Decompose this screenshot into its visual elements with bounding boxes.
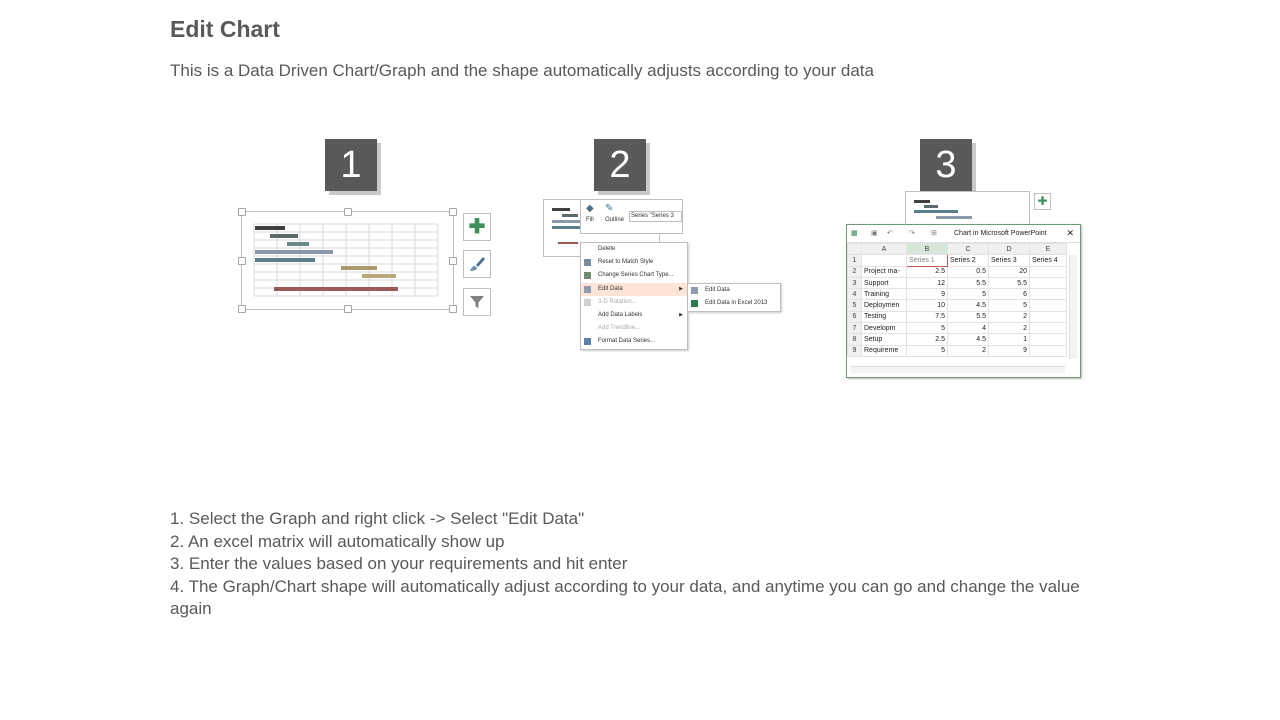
cell[interactable]: 9	[907, 289, 948, 300]
instructions-list	[170, 508, 1110, 621]
cell[interactable]	[1030, 277, 1067, 288]
cell[interactable]: 5.5	[989, 277, 1030, 288]
resize-handle[interactable]	[449, 208, 457, 216]
resize-handle[interactable]	[344, 208, 352, 216]
plus-icon: ✚	[1037, 194, 1048, 208]
cell[interactable]: 7.5	[907, 311, 948, 322]
plus-icon: ✚	[468, 216, 486, 238]
selected-chart[interactable]	[241, 211, 454, 310]
cell[interactable]	[1030, 300, 1067, 311]
fill-button[interactable]: ◆ Fill	[586, 203, 594, 223]
cell[interactable]: 2.5	[907, 266, 948, 277]
resize-handle[interactable]	[449, 305, 457, 313]
chart-type-icon	[584, 272, 591, 279]
instruction-4: 4. The Graph/Chart shape will automatically adjust according to your data, and anytime you can go and change the value again	[170, 576, 1080, 618]
cell[interactable]: 0.5	[948, 266, 989, 277]
resize-handle[interactable]	[344, 305, 352, 313]
cell[interactable]: Series 4	[1030, 255, 1067, 266]
outline-button[interactable]: ✎ Outline	[605, 203, 625, 223]
resize-handle[interactable]	[238, 257, 246, 265]
menu-item-format-series[interactable]: Format Data Series...	[581, 335, 687, 348]
slide-title: Edit Chart	[170, 16, 280, 42]
instruction-3: 3. Enter the values based on your requirements and hit enter	[170, 554, 628, 573]
cell[interactable]: 5	[989, 300, 1030, 311]
cell[interactable]	[1030, 334, 1067, 345]
submenu-arrow-icon: ▶	[679, 311, 683, 318]
cell[interactable]	[862, 255, 907, 266]
column-header[interactable]: D	[989, 244, 1030, 255]
cell[interactable]: Support	[862, 277, 907, 288]
cell[interactable]	[1030, 289, 1067, 300]
cell[interactable]: 5	[948, 289, 989, 300]
excel-title-bar	[847, 225, 1080, 243]
resize-handle[interactable]	[238, 305, 246, 313]
step-badge-2: 2	[594, 139, 646, 191]
column-header[interactable]: A	[862, 244, 907, 255]
cell[interactable]	[1030, 345, 1067, 356]
cell[interactable]	[1030, 311, 1067, 322]
table-icon[interactable]: ⊞	[931, 230, 937, 237]
menu-item-3d-rotation[interactable]: 3-D Rotation...	[581, 296, 687, 309]
format-mini-toolbar	[580, 199, 683, 234]
table-row: 3 Support 12 5.5 5.5	[848, 277, 1067, 288]
chart-elements-button[interactable]	[1034, 193, 1051, 210]
excel-grid	[847, 243, 1067, 357]
resize-handle[interactable]	[449, 257, 457, 265]
cell[interactable]: Series 1	[907, 255, 948, 266]
rotation-icon	[584, 299, 591, 306]
gantt-chart-thumbnail	[906, 192, 1029, 228]
slide-subtitle: This is a Data Driven Chart/Graph and the shape automatically adjusts according to your data	[170, 61, 874, 80]
cell[interactable]: 1	[989, 334, 1030, 345]
horizontal-scrollbar[interactable]	[851, 366, 1065, 373]
cell[interactable]: Training	[862, 289, 907, 300]
edit-data-icon	[584, 286, 591, 293]
cell[interactable]: 5.5	[948, 277, 989, 288]
row-number: 1	[848, 255, 862, 266]
edit-data-submenu	[687, 283, 781, 312]
chart-filters-button[interactable]	[463, 288, 491, 316]
series-select[interactable]: Series "Series 3	[629, 211, 682, 222]
table-row: 7 Developm 5 4 2	[848, 323, 1067, 334]
cell[interactable]: 5	[907, 323, 948, 334]
step-badge-1: 1	[325, 139, 377, 191]
submenu-arrow-icon: ▶	[679, 285, 683, 292]
chart-styles-button[interactable]	[463, 250, 491, 278]
table-row: 4 Training 9 5 6	[848, 289, 1067, 300]
cell[interactable]: 12	[907, 277, 948, 288]
table-row: 6 Testing 7.5 5.5 2	[848, 311, 1067, 322]
cell[interactable]	[1030, 266, 1067, 277]
menu-item-add-trendline[interactable]: Add Trendline...	[598, 325, 641, 332]
resize-handle[interactable]	[238, 208, 246, 216]
cell[interactable]: Series 3	[989, 255, 1030, 266]
step-badge-3: 3	[920, 139, 972, 191]
pen-icon: ✎	[605, 203, 614, 214]
cell[interactable]: 5	[907, 345, 948, 356]
cell[interactable]: 2.5	[907, 334, 948, 345]
submenu-item-edit-data[interactable]: Edit Data	[688, 284, 780, 297]
cell[interactable]: Testing	[862, 311, 907, 322]
menu-item-add-data-labels[interactable]: Add Data Labels ▶	[581, 309, 687, 322]
menu-item-change-chart-type[interactable]: Change Series Chart Type...	[581, 269, 687, 282]
filter-icon	[468, 293, 486, 311]
reset-style-icon	[584, 259, 591, 266]
table-row: 2 Project ma- 2.5 0.5 20	[848, 266, 1067, 277]
cell[interactable]: 20	[989, 266, 1030, 277]
gantt-chart-thumbnail	[242, 212, 453, 309]
instruction-2: 2. An excel matrix will automatically show up	[170, 531, 505, 551]
excel-app-icon: ▦	[851, 230, 858, 237]
cell[interactable]: 10	[907, 300, 948, 311]
context-menu	[580, 242, 688, 350]
cell[interactable]: 4.5	[948, 300, 989, 311]
submenu-item-edit-in-excel[interactable]: Edit Data in Excel 2013	[688, 297, 780, 310]
cell[interactable]: Deploymen	[862, 300, 907, 311]
cell[interactable]: Project ma-	[862, 266, 907, 277]
menu-item-delete[interactable]: Delete	[598, 246, 616, 252]
table-row: 5 Deploymen 10 4.5 5	[848, 300, 1067, 311]
cell[interactable]: 6	[989, 289, 1030, 300]
save-icon[interactable]: ▣	[871, 230, 878, 237]
vertical-scrollbar[interactable]	[1069, 255, 1077, 359]
instruction-1: 1. Select the Graph and right click -> Select "Edit Data"	[170, 509, 585, 528]
excel-icon	[691, 300, 698, 307]
cell[interactable]: 2	[989, 311, 1030, 322]
column-header[interactable]: B	[907, 244, 948, 255]
redo-icon[interactable]: ↷	[909, 230, 915, 237]
undo-icon[interactable]: ↶	[887, 230, 893, 237]
edit-data-icon	[691, 287, 698, 294]
cell[interactable]: Requireme	[862, 345, 907, 356]
cell[interactable]: Setup	[862, 334, 907, 345]
close-icon[interactable]: ✕	[1066, 228, 1074, 238]
cell[interactable]: Series 2	[948, 255, 989, 266]
chart-elements-button[interactable]	[463, 213, 491, 241]
cell[interactable]: 5.5	[948, 311, 989, 322]
cell[interactable]: 4	[948, 323, 989, 334]
menu-item-edit-data[interactable]: Edit Data ▶	[581, 283, 687, 296]
cell[interactable]: 2	[948, 345, 989, 356]
table-row: 8 Setup 2.5 4.5 1	[848, 334, 1067, 345]
paint-bucket-icon: ◆	[586, 203, 594, 214]
format-series-icon	[584, 338, 591, 345]
cell[interactable]: Developm	[862, 323, 907, 334]
cell[interactable]: 2	[989, 323, 1030, 334]
cell[interactable]: 4.5	[948, 334, 989, 345]
cell[interactable]: 9	[989, 345, 1030, 356]
column-header[interactable]: E	[1030, 244, 1067, 255]
menu-item-reset-style[interactable]: Reset to Match Style	[581, 256, 687, 269]
excel-window-title: Chart in Microsoft PowerPoint	[954, 230, 1047, 237]
table-row: 9 Requireme 5 2 9	[848, 345, 1067, 356]
excel-window	[846, 224, 1081, 378]
paintbrush-icon	[468, 255, 486, 273]
cell[interactable]	[1030, 323, 1067, 334]
column-header[interactable]: C	[948, 244, 989, 255]
